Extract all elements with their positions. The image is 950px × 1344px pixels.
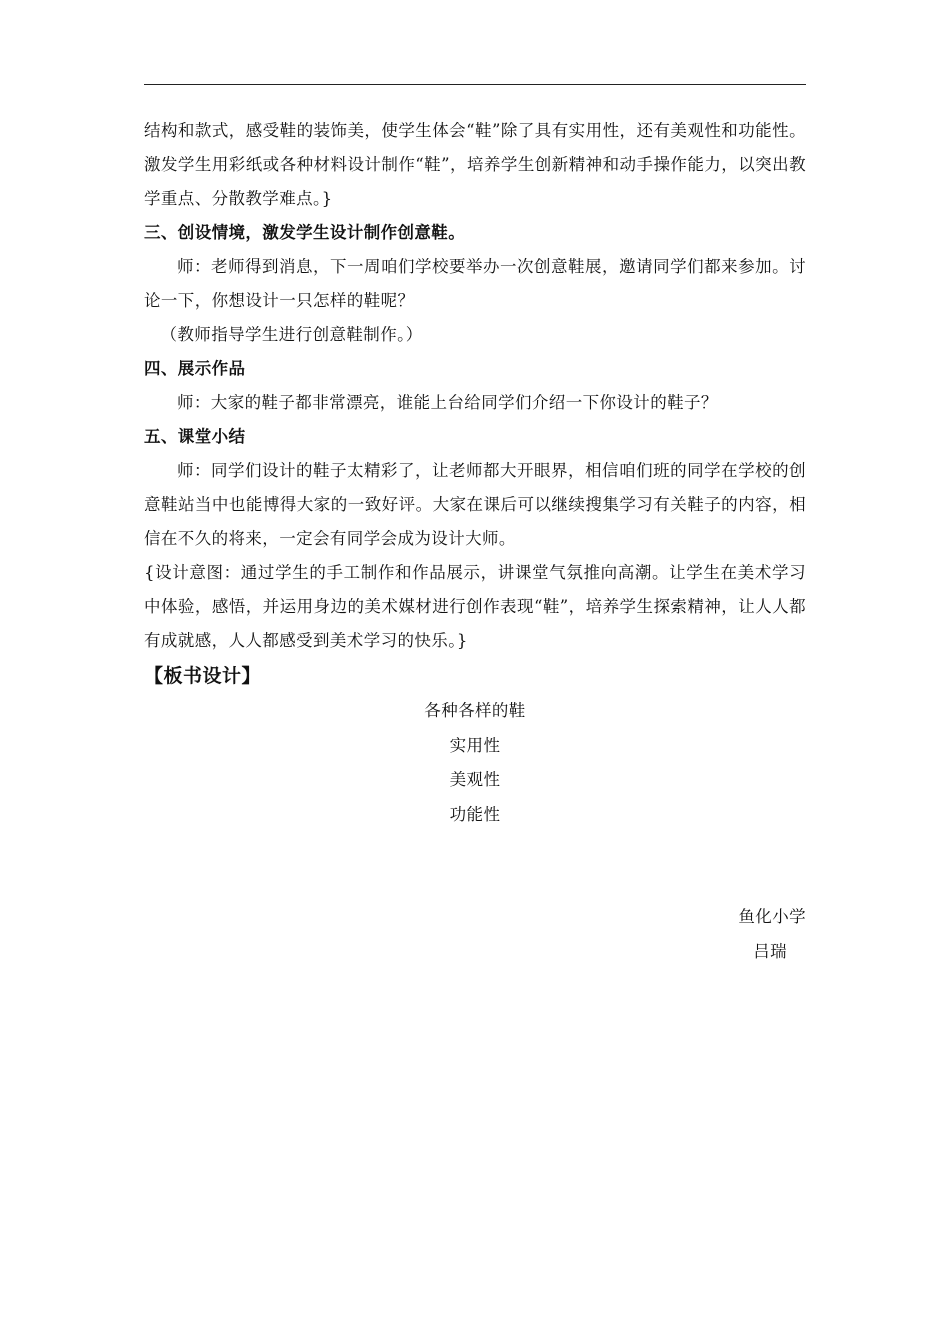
header-rule bbox=[144, 84, 806, 85]
teacher-line-3: 师：老师得到消息，下一周咱们学校要举办一次创意鞋展，邀请同学们都来参加。讨论一下，你想设计一只怎样的鞋呢？ bbox=[144, 257, 806, 310]
signature-author: 吕瑞 bbox=[753, 941, 787, 961]
document-body bbox=[144, 114, 806, 832]
section-heading-5: 五、课堂小结 bbox=[144, 427, 246, 446]
design-intent-paragraph: {设计意图：通过学生的手工制作和作品展示，讲课堂气氛推向高潮。让学生在美术学习中体验，感悟，并运用身边的美术媒材进行创作表现“鞋”，培养学生探索精神，让人人都有成就感，人人都感受到美术学习的快乐。} bbox=[144, 563, 806, 650]
signature-block bbox=[738, 900, 806, 969]
teacher-line-4: 师：大家的鞋子都非常漂亮，谁能上台给同学们介绍一下你设计的鞋子？ bbox=[177, 393, 718, 412]
board-design-lines bbox=[144, 694, 806, 832]
board-line: 美观性 bbox=[449, 770, 501, 789]
teacher-note-3: （教师指导学生进行创意鞋制作。） bbox=[160, 325, 423, 344]
signature-school: 鱼化小学 bbox=[738, 907, 806, 926]
board-line: 实用性 bbox=[449, 735, 501, 755]
section-heading-3: 三、创设情境，激发学生设计制作创意鞋。 bbox=[144, 223, 466, 242]
board-line: 各种各样的鞋 bbox=[424, 701, 526, 720]
board-design-title: 【板书设计】 bbox=[144, 665, 262, 687]
design-intent-continuation: 结构和款式，感受鞋的装饰美，使学生体会“鞋”除了具有实用性，还有美观性和功能性。激发学生用彩纸或各种材料设计制作“鞋”，培养学生创新精神和动手操作能力，以突出教学重点、分散教学难点。} bbox=[144, 121, 806, 208]
section-heading-4: 四、展示作品 bbox=[144, 359, 246, 378]
board-line: 功能性 bbox=[449, 804, 501, 824]
teacher-line-5: 师：同学们设计的鞋子太精彩了，让老师都大开眼界，相信咱们班的同学在学校的创意鞋站当中也能博得大家的一致好评。大家在课后可以继续搜集学习有关鞋子的内容，相信在不久的将来，一定会有同学会成为设计大师。 bbox=[144, 461, 806, 548]
